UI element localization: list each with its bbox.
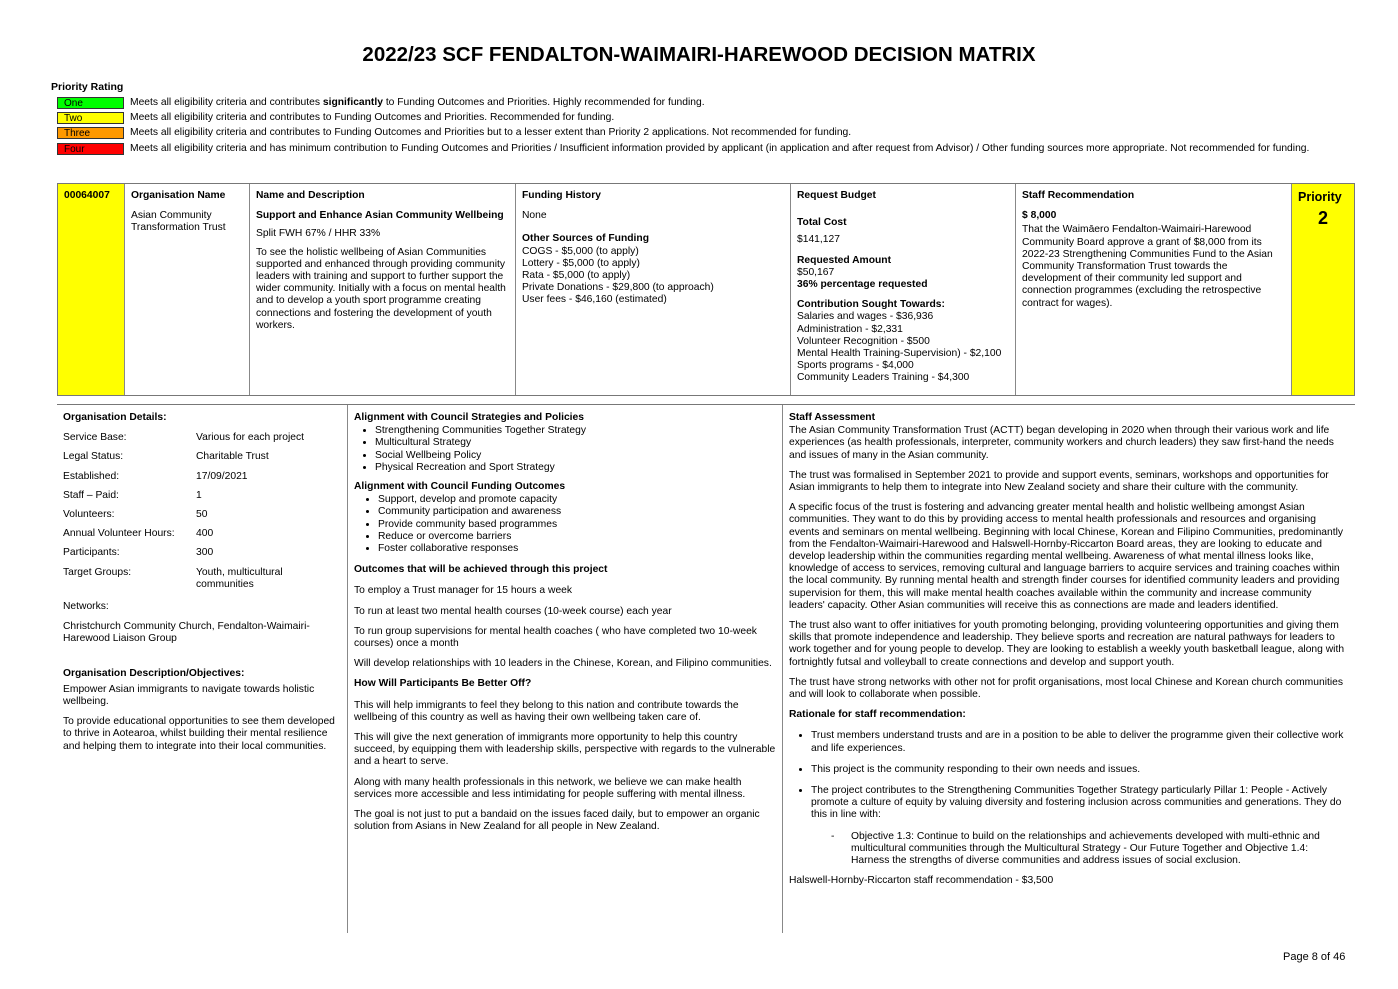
other-source-item: Rata - $5,000 (to apply) [522, 270, 631, 282]
rationale-list [789, 730, 1349, 821]
list-item: • Reduce or overcome barriers [378, 531, 776, 543]
priority-text-two: Meets all eligibility criteria and contributes to Funding Outcomes and Priorities. Recommended for funding. [130, 112, 615, 124]
hhr-recommendation: Halswell-Hornby-Riccarton staff recommendation - $3,500 [789, 875, 1054, 887]
better-off-paragraph: This will give the next generation of immigrants more opportunity to help this country succeed, by equipping them with leadership skills, perspective with regards to the vulnerable and a heart to serve. [354, 732, 776, 768]
priority-row-two [57, 112, 1315, 124]
total-cost-label: Total Cost [797, 217, 847, 229]
org-description-paragraph: Empower Asian immigrants to navigate towards holistic wellbeing. [63, 683, 315, 708]
list-item: • Social Wellbeing Policy [375, 450, 776, 462]
detail-row: Legal Status: Charitable Trust [63, 451, 269, 463]
assessment-paragraph: The trust have strong networks with other not for profit organisations, most local Chinese and Korean church communities and will look to collaborate when possible. [789, 676, 1344, 701]
application-id: 00064007 [64, 190, 110, 201]
project-description: To see the holistic wellbeing of Asian Communities supported and enhanced through providing community leaders with training and support to further support the wider community. Initially with a focus on mental health and to develop a youth sport programme creating connections and fostering the development of youth workers. [256, 246, 506, 331]
org-name-label: Organisation Name [131, 190, 226, 201]
staff-assessment-column [783, 405, 1355, 933]
list-item: • Physical Recreation and Sport Strategy [375, 462, 776, 474]
staff-rec-amount: $ 8,000 [1022, 210, 1057, 222]
total-cost-value: $141,127 [797, 234, 840, 246]
detail-row: Participants: 300 [63, 547, 214, 559]
list-item: • The project contributes to the Strengthening Communities Together Strategy particularly Pillar 1: People - Actively promote a culture of equity by valuing diversity and fostering inclusion across communities and generations. They do this in line with: [811, 785, 1349, 822]
request-budget-cell [791, 184, 1016, 395]
contribution-item: Volunteer Recognition - $500 [797, 335, 930, 347]
list-item: • Community participation and awareness [378, 506, 776, 518]
split-text: Split FWH 67% / HHR 33% [256, 228, 381, 240]
priority-badge-three: Three [57, 127, 124, 139]
assessment-paragraph: A specific focus of the trust is fostering and advancing greater mental health and holistic wellbeing amongst Asian communities. They want to do this by providing access to mental health professionals and resources and organising events and seminars on mental wellbeing. Beginning with local Chinese, Korean and Filipino Communities, predominantly from the Fendalton-Waimairi-Harewood and Halswell-Hornby-Riccarton Board areas, they are looking to educate and develop leadership within the communities regarding mental wellbeing. Awareness of what mental illness looks like, knowledge of access to services, removing cultural and language barriers to acquire services and training coaches within the local community. By running mental health and strength finder courses for identified community leaders and providing supervision for them, this will make mental health coaches available within the community and increase community leaders' capacity. Other Asian communities will receive this as connections are made and leaders identified. [789, 502, 1344, 611]
staff-assessment-heading: Staff Assessment [789, 412, 876, 423]
dash-marker: - [831, 830, 835, 842]
strategies-heading: Alignment with Council Strategies and Policies [354, 412, 585, 423]
priority-text-four: Meets all eligibility criteria and has minimum contribution to Funding Outcomes and Priorities / Insufficient information provided by applicant (in application and after request from Advisor) / Other funding sources more appropriate. Not recommended for funding. [130, 142, 1310, 154]
networks-value: Christchurch Community Church, Fendalton-Waimairi-Harewood Liaison Group [63, 621, 310, 645]
request-budget-label: Request Budget [797, 190, 876, 201]
priority-label: Priority [1298, 190, 1342, 204]
objective-sub-item: - Objective 1.3: Continue to build on the relationships and achievements developed with multi-ethnic and multicultural communities through the Multicultural Strategy - Our Future Together and Objective 1.4: Harness the strengths of diverse communities and address issues of social exclusion. [831, 830, 1320, 867]
funding-history-cell [516, 184, 791, 395]
list-item: • This project is the community responding to their own needs and issues. [811, 764, 1349, 776]
assessment-paragraph: The trust also want to offer initiatives for youth promoting belonging, providing volunteering opportunities and giving them skills that promote independence and leadership. They believe sports and recreation are natural pathways for leaders to work together and for young people to develop. They are looking to establish a weekly youth basketball league, along with fortnightly futsal and volleyball to create connections and develop and support youth. [789, 620, 1345, 668]
org-description-heading: Organisation Description/Objectives: [63, 667, 245, 679]
page-number: Page 8 of 46 [1283, 951, 1346, 963]
detail-row: Staff – Paid: 1 [63, 489, 202, 501]
org-name: Asian Community Transformation Trust [131, 210, 226, 234]
better-off-heading: How Will Participants Be Better Off? [354, 678, 532, 690]
list-item: • Foster collaborative responses [378, 543, 776, 555]
project-outcomes-heading: Outcomes that will be achieved through this project [354, 564, 608, 576]
priority-row-four [57, 143, 1315, 155]
org-description-paragraph: To provide educational opportunities to see them developed to thrive in Aotearoa, whilst building their mental resilience and helping them to integrate into their local communities. [63, 716, 335, 752]
project-outcome: To run at least two mental health courses (10-week course) each year [354, 605, 672, 617]
other-source-item: Private Donations - $29,800 (to approach) [522, 282, 714, 294]
project-outcome: To run group supervisions for mental health coaches ( who have completed two 10-week courses) once a month [354, 625, 757, 650]
org-name-cell [125, 184, 250, 395]
better-off-paragraph: The goal is not just to put a bandaid on the issues faced daily, but to empower an organic solution from Asians in New Zealand for all people in New Zealand. [354, 809, 760, 833]
priority-badge-one: One [57, 97, 124, 109]
requested-amount-value: $50,167 [797, 266, 835, 278]
list-item: • Strengthening Communities Together Strategy [375, 425, 776, 437]
better-off-paragraph: Along with many health professionals in this network, we believe we can make health services more accessible and less intimidating for people suffering with mental illness. [354, 776, 746, 800]
networks-label: Networks: [63, 601, 109, 613]
organisation-details-column [57, 405, 347, 933]
priority-row-three [57, 127, 1315, 139]
page-title: 2022/23 SCF FENDALTON-WAIMAIRI-HAREWOOD DECISION MATRIX [362, 43, 1036, 66]
contribution-item: Salaries and wages - $36,936 [797, 311, 934, 323]
contribution-item: Community Leaders Training - $4,300 [797, 372, 970, 384]
detail-row: Established: 17/09/2021 [63, 470, 248, 482]
priority-row-one [57, 97, 1315, 109]
alignment-column [348, 405, 782, 933]
funding-history-label: Funding History [522, 190, 601, 201]
rationale-heading: Rationale for staff recommendation: [789, 709, 966, 721]
detail-row: Annual Volunteer Hours: 400 [63, 528, 214, 540]
application-id-cell [58, 184, 125, 395]
contribution-item: Mental Health Training-Supervision) - $2,100 [797, 348, 1002, 360]
application-summary-table [57, 183, 1355, 396]
funding-history-value: None [522, 210, 547, 222]
contribution-item: Administration - $2,331 [797, 323, 903, 335]
list-item: • Support, develop and promote capacity [378, 494, 776, 506]
priority-value: 2 [1317, 208, 1328, 228]
name-desc-label: Name and Description [256, 190, 365, 201]
list-item: • Multicultural Strategy [375, 437, 776, 449]
contribution-item: Sports programs - $4,000 [797, 360, 914, 372]
contribution-label: Contribution Sought Towards: [797, 299, 945, 311]
assessment-paragraph: The trust was formalised in September 2021 to provide and support events, seminars, workshops and opportunities for Asian immigrants to help them to integrate into New Zealand society and share their culture with the community. [789, 469, 1329, 494]
strategies-list [354, 425, 776, 474]
requested-amount-label: Requested Amount [797, 254, 892, 266]
priority-badge-two: Two [57, 112, 124, 124]
name-description-cell [250, 184, 516, 395]
detail-row: Service Base: Various for each project [63, 432, 304, 444]
project-title: Support and Enhance Asian Community Wellbeing [256, 210, 504, 222]
funding-outcomes-list [354, 494, 776, 555]
other-sources-label: Other Sources of Funding [522, 233, 649, 245]
org-details-heading: Organisation Details: [63, 412, 167, 423]
funding-outcomes-heading: Alignment with Council Funding Outcomes [354, 481, 566, 493]
staff-rec-label: Staff Recommendation [1022, 190, 1135, 201]
priority-rating-heading: Priority Rating [51, 81, 124, 93]
better-off-paragraph: This will help immigrants to feel they belong to this nation and contribute towards the wellbeing of this country as well as having their own wellbeing taken care of. [354, 699, 739, 723]
staff-rec-text: That the Waimāero Fendalton-Waimairi-Harewood Community Board approve a grant of $8,000 from its 2022-23 Strengthening Communities Fund to the Asian Community Transformation Trust towards the development of their community led support and connection programmes (excluding the retrospective contract for wages). [1022, 224, 1273, 309]
priority-text-three: Meets all eligibility criteria and contributes to Funding Outcomes and Priorities but to a lesser extent than Priority 2 applications. Not recommended for funding. [130, 127, 852, 139]
other-source-item: User fees - $46,160 (estimated) [522, 294, 667, 306]
detail-row: Volunteers: 50 [63, 509, 208, 521]
priority-text-one: Meets all eligibility criteria and contributes significantly to Funding Outcomes and Priorities. Highly recommended for funding. [130, 97, 705, 108]
priority-cell [1292, 184, 1354, 395]
list-item: • Trust members understand trusts and are in a position to be able to deliver the programme given their collective work and life experiences. [811, 730, 1349, 754]
project-outcome: Will develop relationships with 10 leaders in the Chinese, Korean, and Filipino communities. [354, 658, 772, 670]
other-source-item: Lottery - $5,000 (to apply) [522, 257, 640, 269]
project-outcome: To employ a Trust manager for 15 hours a week [354, 585, 573, 597]
priority-rating-legend [57, 97, 1315, 158]
other-source-item: COGS - $5,000 (to apply) [522, 245, 639, 257]
priority-badge-four: Four [57, 143, 124, 155]
assessment-paragraph: The Asian Community Transformation Trust (ACTT) began developing in 2020 when through their various work and life experiences (as health professionals, interpreter, community workers and church leaders) they saw first-hand the needs and issues of many in the Asian community. [789, 425, 1334, 461]
list-item: • Provide community based programmes [378, 519, 776, 531]
detail-row: Target Groups: Youth, multicultural communities [63, 566, 283, 590]
staff-recommendation-cell [1016, 184, 1292, 395]
details-section [57, 404, 1355, 933]
percentage-requested: 36% percentage requested [797, 279, 928, 291]
